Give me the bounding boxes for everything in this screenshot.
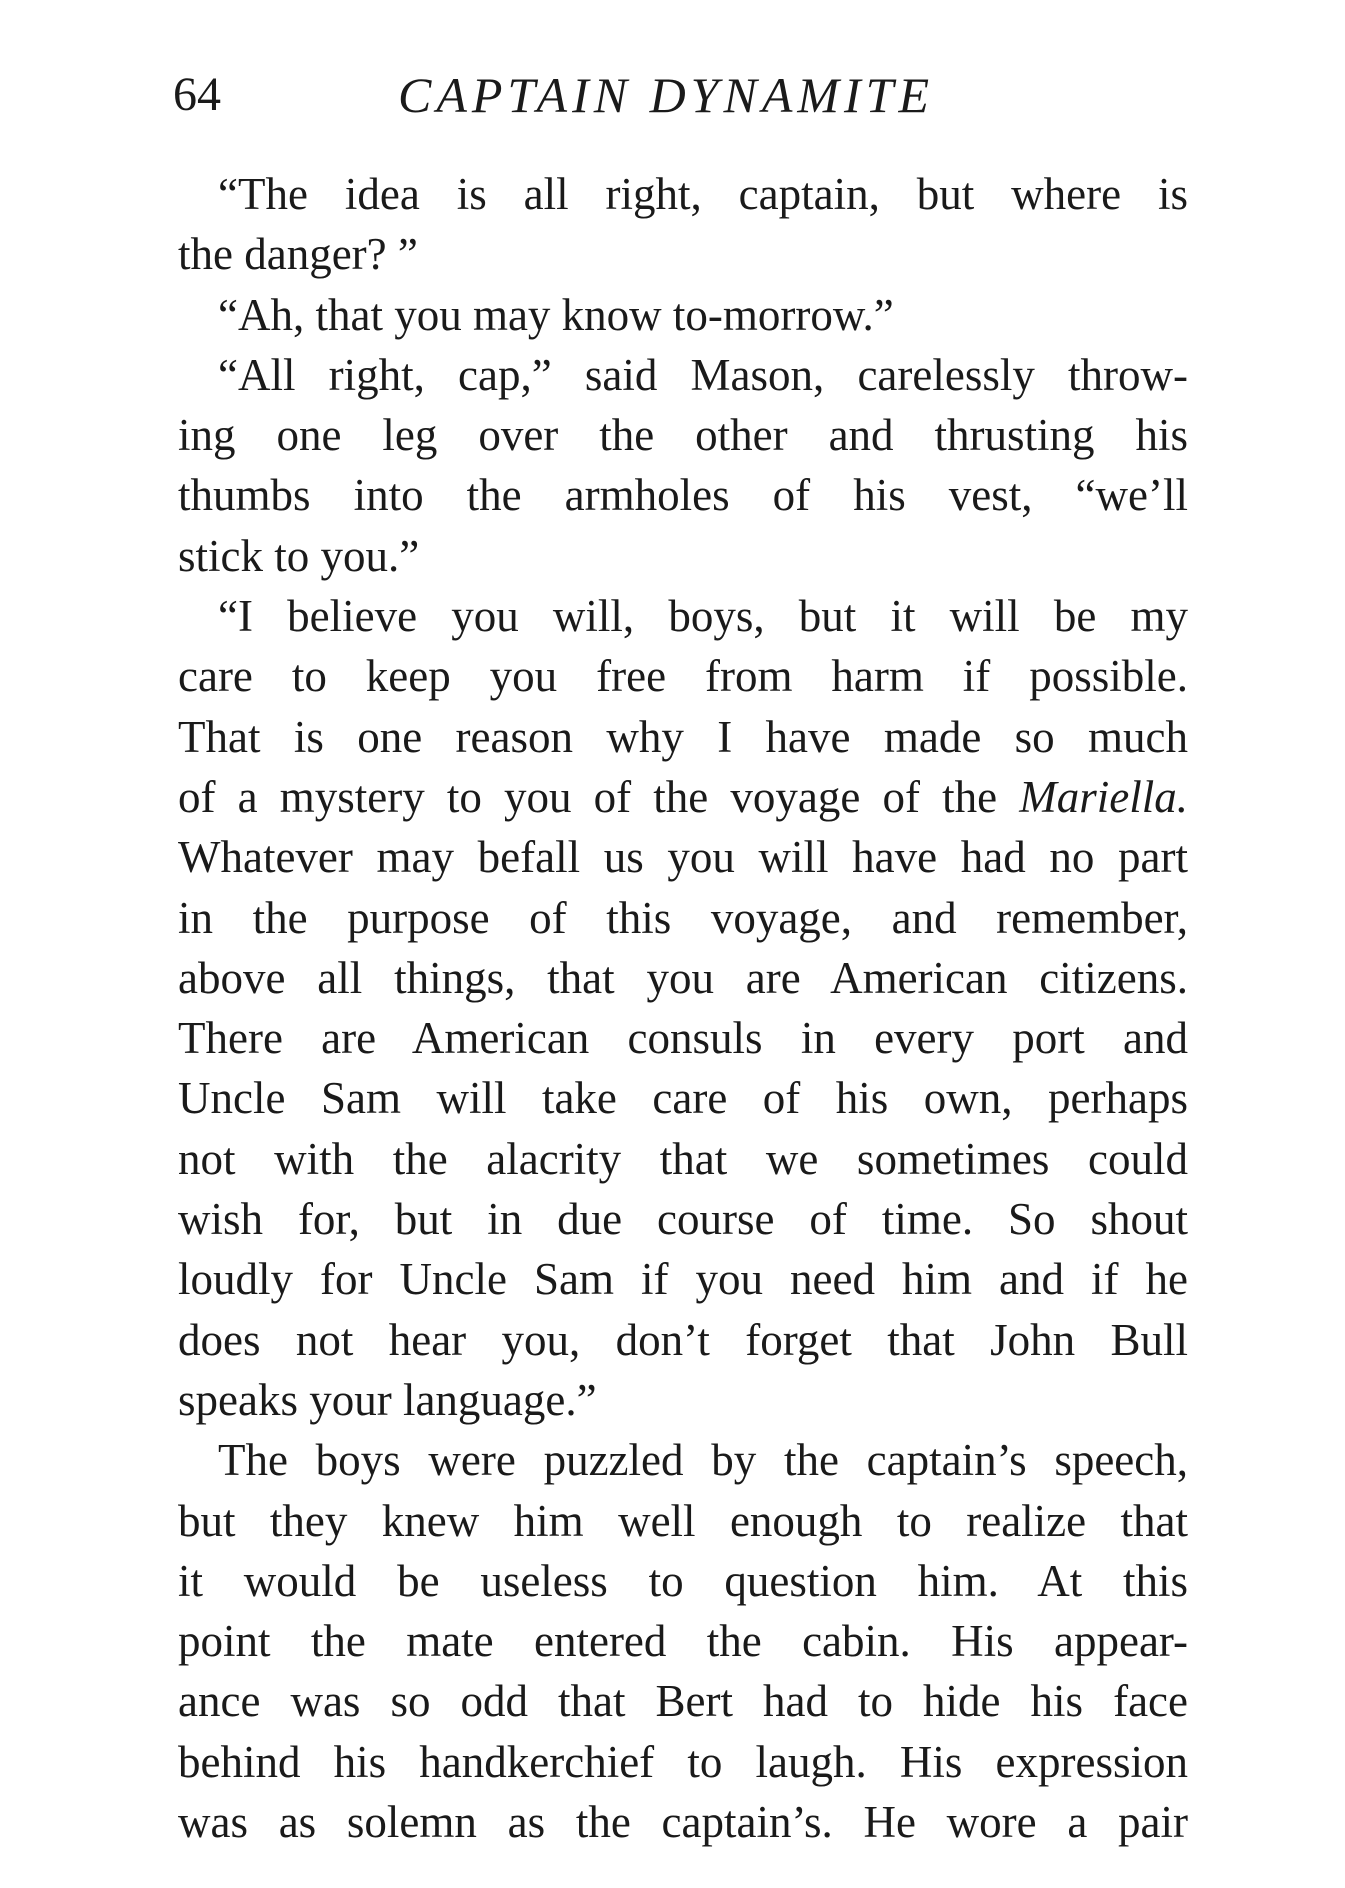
text-line: The boys were puzzled by the captain’s speech,	[218, 1435, 1188, 1486]
running-title: CAPTAIN DYNAMITE	[398, 67, 935, 123]
text-line: speaks your language.”	[178, 1374, 597, 1425]
text-line: behind his handkerchief to laugh. His expression	[178, 1736, 1188, 1787]
running-head	[173, 60, 1193, 130]
text-line: does not hear you, don’t forget that John Bull	[178, 1314, 1188, 1365]
text-segment: of a mystery to you of the voyage of the	[178, 771, 1020, 822]
text-line: wish for, but in due course of time. So shout	[178, 1194, 1188, 1245]
text-line: Uncle Sam will take care of his own, perhaps	[178, 1073, 1188, 1124]
text-line: “I believe you will, boys, but it will be my	[218, 591, 1188, 642]
text-line: ing one leg over the other and thrusting his	[178, 410, 1188, 461]
text-line: stick to you.”	[178, 530, 420, 581]
text-line: it would be useless to question him. At this	[178, 1555, 1188, 1606]
body-text	[178, 164, 1188, 1852]
text-line: “Ah, that you may know to-morrow.”	[218, 289, 894, 340]
text-line: point the mate entered the cabin. His appear-	[178, 1616, 1188, 1667]
ship-name: Mariella.	[1019, 771, 1188, 822]
text-line: “The idea is all right, captain, but where is	[218, 169, 1188, 219]
text-line-with-ship-name	[178, 767, 1188, 827]
text-line: not with the alacrity that we sometimes could	[178, 1133, 1188, 1184]
text-line: care to keep you free from harm if possible.	[178, 651, 1188, 702]
text-line: loudly for Uncle Sam if you need him and if he	[178, 1254, 1188, 1305]
text-line: ance was so odd that Bert had to hide his face	[178, 1676, 1188, 1727]
text-line: but they knew him well enough to realize that	[178, 1495, 1188, 1546]
text-line: the danger? ”	[178, 229, 418, 280]
text-line: was as solemn as the captain’s. He wore a pair	[178, 1797, 1188, 1848]
page-number: 64	[173, 68, 221, 121]
text-line: There are American consuls in every port and	[178, 1013, 1188, 1064]
text-line: in the purpose of this voyage, and remember,	[178, 892, 1188, 943]
text-line: thumbs into the armholes of his vest, “we’ll	[178, 470, 1188, 521]
text-line: Whatever may befall us you will have had no part	[178, 832, 1188, 883]
text-line: That is one reason why I have made so much	[178, 711, 1188, 762]
text-line: “All right, cap,” said Mason, carelessly throw-	[218, 349, 1188, 400]
text-line: above all things, that you are American citizens.	[178, 952, 1188, 1003]
